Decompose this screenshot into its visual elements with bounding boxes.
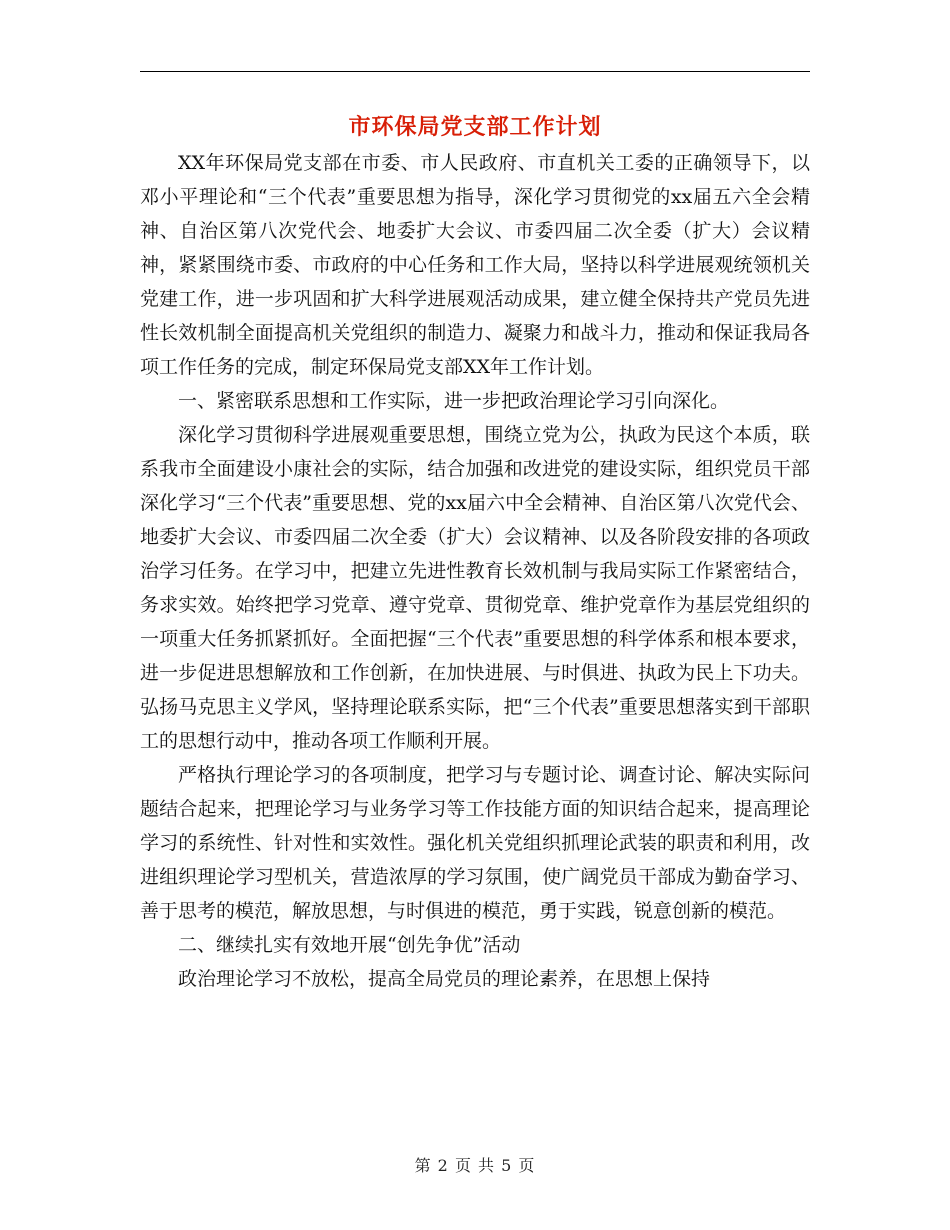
page-number: 第 2 页 共 5 页	[414, 1156, 536, 1175]
section-heading-1: 一、紧密联系思想和工作实际，进一步把政治理论学习引向深化。	[178, 390, 730, 412]
section-heading-2: 二、继续扎实有效地开展“创先争优”活动	[178, 934, 521, 956]
intro-paragraph: XX年环保局党支部在市委、市人民政府、市直机关工委的正确领导下，以邓小平理论和“三个代表”重要思想为指导，深化学习贯彻党的xx届五六全会精神、自治区第八次党代会、地委扩大会议、市委四届二次全委（扩大）会议精神，紧紧围绕市委、市政府的中心任务和工作大局，坚持以科学进展观统领机关党建工作，进一步巩固和扩大科学进展观活动成果，建立健全保持共产党员先进性长效机制全面提高机关党组织的制造力、凝聚力和战斗力，推动和保证我局各项工作任务的完成，制定环保局党支部XX年工作计划。	[140, 152, 810, 378]
section-1-paragraph-1: 深化学习贯彻科学进展观重要思想，围绕立党为公，执政为民这个本质，联系我市全面建设小康社会的实际，结合加强和改进党的建设实际，组织党员干部深化学习“三个代表”重要思想、党的xx届六中全会精神、自治区第八次党代会、地委扩大会议、市委四届二次全委（扩大）会议精神、以及各阶段安排的各项政治学习任务。在学习中，把建立先进性教育长效机制与我局实际工作紧密结合，务求实效。始终把学习党章、遵守党章、贯彻党章、维护党章作为基层党组织的一项重大任务抓紧抓好。全面把握“三个代表”重要思想的科学体系和根本要求，进一步促进思想解放和工作创新，在加快进展、与时俱进、执政为民上下功夫。弘扬马克思主义学风，坚持理论联系实际，把“三个代表”重要思想落实到干部职工的思想行动中，推动各项工作顺利开展。	[140, 424, 810, 752]
section-2-paragraph-1: 政治理论学习不放松，提高全局党员的理论素养，在思想上保持	[178, 968, 711, 990]
document-body	[140, 146, 810, 996]
section-1-paragraph-2: 严格执行理论学习的各项制度，把学习与专题讨论、调查讨论、解决实际问题结合起来，把理论学习与业务学习等工作技能方面的知识结合起来，提高理论学习的系统性、针对性和实效性。强化机关党组织抓理论武装的职责和利用，改进组织理论学习型机关，营造浓厚的学习氛围，使广阔党员干部成为勤奋学习、善于思考的模范，解放思想，与时俱进的模范，勇于实践，锐意创新的模范。	[140, 764, 810, 922]
document-title: 市环保局党支部工作计划	[348, 115, 602, 140]
header-rule	[140, 71, 810, 72]
